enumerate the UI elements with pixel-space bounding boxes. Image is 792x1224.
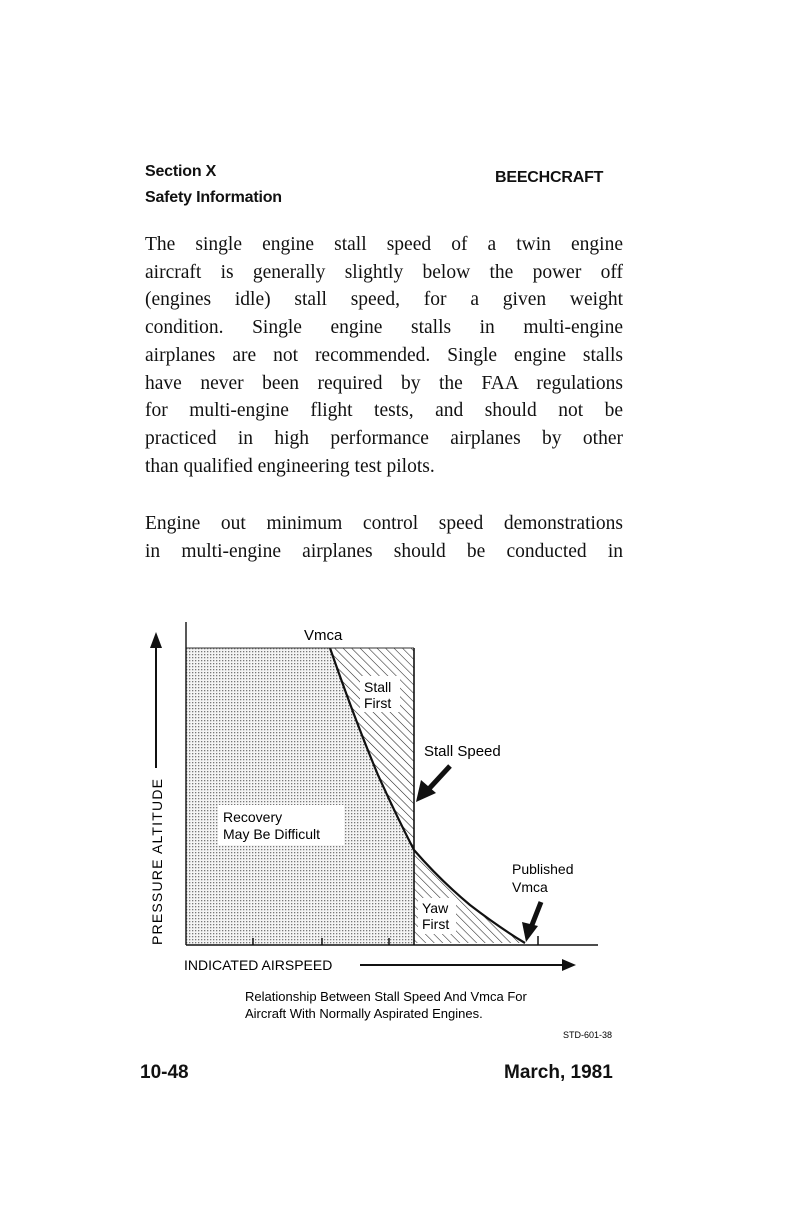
altitude-arrow-head <box>150 632 162 648</box>
caption-line: Relationship Between Stall Speed And Vmca For <box>245 989 527 1004</box>
y-axis-label: PRESSURE ALTITUDE <box>149 777 165 945</box>
page-number: 10-48 <box>140 1062 189 1083</box>
published-vmca-pointer-head <box>522 922 538 942</box>
paragraph-line: The single engine stall speed of a twin engine <box>145 234 623 255</box>
caption-line: Aircraft With Normally Aspirated Engines. <box>245 1006 483 1021</box>
paragraph-line: aircraft is generally slightly below the power off <box>145 261 623 283</box>
figure-caption <box>245 989 530 1021</box>
stall-first-line: Stall <box>364 679 392 695</box>
stall-speed-label: Stall Speed <box>424 743 501 760</box>
published-vmca-label <box>512 861 577 895</box>
paragraph-line: condition. Single engine stalls in multi-engine <box>145 317 623 339</box>
stall-first-label <box>364 679 395 711</box>
x-axis-label: INDICATED AIRSPEED <box>184 957 333 973</box>
vmca-top-label: Vmca <box>304 627 343 644</box>
paragraph-line: have never been required by the FAA regulations <box>145 372 623 394</box>
airspeed-arrow-head <box>562 959 576 971</box>
paragraph-line: airplanes are not recommended. Single engine stalls <box>145 344 623 366</box>
yaw-first-line: Yaw <box>422 900 449 916</box>
published-vmca-line: Vmca <box>512 879 548 895</box>
paragraph-line: than qualified engineering test pilots. <box>145 455 435 477</box>
paragraph-line: (engines idle) stall speed, for a given weight <box>145 289 623 311</box>
yaw-first-label <box>422 900 452 932</box>
paragraph-line: for multi-engine flight tests, and should not be <box>145 400 623 422</box>
paragraph-line: Engine out minimum control speed demonstrations <box>145 513 623 534</box>
figure-id: STD-601-38 <box>562 1030 612 1040</box>
yaw-first-line: First <box>422 916 450 932</box>
section-title: Section X <box>145 163 217 180</box>
paragraph-line: in multi-engine airplanes should be conducted in <box>145 540 623 562</box>
publication-date: March, 1981 <box>504 1062 613 1083</box>
brand-header: BEECHCRAFT <box>495 169 604 186</box>
stall-first-line: First <box>364 695 392 711</box>
paragraph-line: practiced in high performance airplanes by other <box>145 427 623 449</box>
recovery-line: Recovery <box>223 809 283 825</box>
section-subtitle: Safety Information <box>145 189 282 206</box>
recovery-line: May Be Difficult <box>223 826 320 842</box>
published-vmca-line: Published <box>512 861 574 877</box>
